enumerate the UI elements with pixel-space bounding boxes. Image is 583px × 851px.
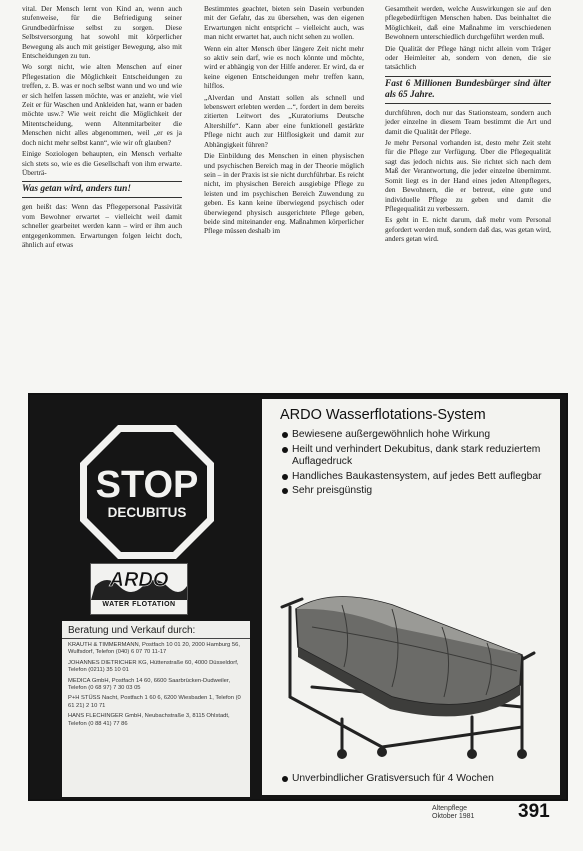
paragraph: durchführen, doch nur das Stationsteam, sondern auch jeder einzelne in diesem Team bestimmt die Art und damit die Qualität der Pflege. <box>385 107 551 136</box>
stop-word: STOP <box>95 464 199 506</box>
section-subheading: Was getan wird, anders tun! <box>22 181 182 198</box>
bullet-icon <box>282 474 288 480</box>
feature-text: Sehr preisgünstig <box>292 485 373 496</box>
logo-text: ARDO <box>109 569 169 591</box>
water-bed-illustration <box>272 547 552 762</box>
feature-item <box>262 429 560 442</box>
bullet-icon <box>282 488 288 494</box>
text-column-2 <box>204 4 364 238</box>
feature-text: Bewiesene außergewöhnlich hohe Wirkung <box>292 429 491 440</box>
paragraph: Je mehr Personal vorhanden ist, desto mehr Zeit steht für die Pflege zur Verfügung. Über die Pflegequalität sagt das jedoch nichts aus. Sie richtet sich nach dem Maß der Verantwortung, die jeder einzelne übernimmt. Somit liegt es in der Hand eines jeden Altenpflegers, den Bewohnern, die er betreut, eine gute und individuelle Pflege zu geben und damit die Pflegequalität zu verbessern. <box>385 138 551 213</box>
page-footer <box>432 803 562 833</box>
paragraph: „Alverdan und Anstatt sollen als schnell und lebenswert erlebten werden ...“, fordert in dem bereits zitierten Leitwort des „Kuratoriums Deutsche Altershilfe“. Kann aber eine funktionell gestärkte Pflege nicht auch zur Hilflosigkeit und damit zur Abhängigkeit führen? <box>204 92 364 149</box>
wave-logo-icon <box>91 564 187 600</box>
ad-left-panel <box>34 399 254 795</box>
text-column-3 <box>385 4 551 246</box>
paragraph: gen heißt das: Wenn das Pflegepersonal Passivität vom Bewohner erwartet – vielleicht weil damit schneller gearbeitet werden kann – wird er ihm auch entgegenkommen. Erwartungen folgen leicht doch, ähnlich auf etwas <box>22 202 182 249</box>
dealer-address: HANS FLECHINGER GmbH, Neubachstraße 3, 8115 Ohlstadt, Telefon (0 88 41) 77 86 <box>68 713 230 727</box>
feature-text: Handliches Baukastensystem, auf jedes Bett auflegbar <box>292 470 542 482</box>
bullet-icon <box>282 776 288 782</box>
dealer-address: MEDICA GmbH, Postfach 14 60, 6600 Saarbrücken-Dudweiler, Telefon (0 68 97) 7 30 03 05 <box>68 677 231 692</box>
paragraph: Gesamtheit werden, welche Auswirkungen sie auf den pflegebedürftigen Menschen haben. Das beinhaltet die Möglichkeit, daß eine Maßnahme im verschiedenen Bewohnern unterschiedlich durchgeführt werden muß. <box>385 4 551 42</box>
contact-box <box>62 621 250 797</box>
advertisement <box>28 393 568 801</box>
dealer-address: P+H STÜSS Nacht, Postfach 1 60 6, 6200 Wiesbaden 1, Telefon (0 61 21) 2 10 71 <box>68 695 241 709</box>
feature-item <box>262 444 560 469</box>
page-number: 391 <box>518 801 550 822</box>
feature-item <box>262 485 560 498</box>
paragraph: vital. Der Mensch lernt von Kind an, wenn auch stufenweise, für die Befriedigung seiner Grundbedürfnisse selbst zu sorgen. Diese Selbstversorgung hat sowohl mit körperlicher Bewegung als auch mit geistiger Bewegung, also mit Entscheidungen zu tun. <box>22 4 182 61</box>
paragraph: Es geht in E. nicht darum, daß mehr vom Personal gefordert werden muß, sondern daß das, was getan wird, anders getan wird. <box>385 215 551 244</box>
stop-subtitle: DECUBITUS <box>107 505 187 520</box>
bullet-icon <box>282 447 288 453</box>
dealer-address: KRAUTH & TIMMERMANN, Postfach 10 01 20, 2000 Hamburg 56, Wulfsdorf, Telefon (040) 6 07 70 11-17 <box>68 642 240 656</box>
ardo-logo <box>90 563 188 615</box>
paragraph: Die Qualität der Pflege hängt nicht allein vom Träger oder Heimleiter ab, sondern von denen, die sie tatsächlich <box>385 43 551 72</box>
text-column-1 <box>22 4 182 251</box>
contact-title: Beratung und Verkauf durch: <box>62 621 250 639</box>
feature-item <box>262 471 560 484</box>
magazine-issue: Oktober 1981 <box>432 813 475 820</box>
ad-right-panel <box>262 399 560 795</box>
stop-sign-icon <box>78 423 216 561</box>
paragraph: Wo sorgt nicht, wie alten Menschen auf einer Pflegestation die Möglichkeit Entscheidungen zu treffen, z. B. was er noch selbst wann und wo und wie er sich helfen lassen möchte, was er anzieht, wie viel Zeit er für Waschen und Ankleiden hat, wann er baden möchte usw.? Wie weit reicht die Möglichkeit der Mitentscheidung, wenn Altenmitarbeiter die Menschen nicht alles abgenommen, weil „er es ja doch nicht mehr selbst kann“, wie wir oft glauben? <box>22 62 182 147</box>
magazine-name: Altenpflege <box>432 805 468 812</box>
paragraph: Bestimmtes geachtet, bieten sein Dasein verbunden mit der Gefahr, das zu übersehen, was den eigenen Erwartungen nicht entspricht – vielleicht auch, was man nicht erwartet hat, auch nicht sehen zu wollen. <box>204 4 364 42</box>
dealer-address: JOHANNES DIETRICHER KG, Hüttenstraße 60, 4000 Düsseldorf, Telefon (0211) 35 10 01 <box>68 659 239 674</box>
paragraph: Die Einbildung des Menschen in einen physischen und psychischen Bereich mag in der Theorie möglich sein – in der Praxis ist sie nicht durchführbar. Es reicht nicht, im physischen Bereich ausgiebige Pflege zu leisten und im psychischen Bereich Zuwendung zu geben. Es kann keine überwiegend psychisch oder überwiegend physisch ausgerichtete Pflege geben, beide sind miteinander eng. Maßnahmen körperlicher Pflege müssen deshalb im <box>204 151 364 236</box>
logo-subtitle: WATER FLOTATION <box>102 601 176 608</box>
bullet-icon <box>282 432 288 438</box>
paragraph: Einige Soziologen behaupten, ein Mensch verhalte sich stets so, wie es die Gesellschaft von ihm erwarte. Überträ- <box>22 149 182 177</box>
trial-text: Unverbindlicher Gratisversuch für 4 Wochen <box>292 773 494 784</box>
ad-headline: ARDO Wasserflotations-System <box>280 407 486 423</box>
trial-offer <box>262 773 568 786</box>
magazine-info <box>432 805 512 821</box>
feature-text: Heilt und verhindert Dekubitus, dank stark reduziertem Auflagedruck <box>292 443 541 467</box>
paragraph: Wenn ein alter Mensch über längere Zeit nicht mehr so aktiv sein darf, wie es noch könnte und möchte, wird er abhängig von der Hilfe anderer. Er wird, da er keine eigenen Entscheidungen mehr treffen kann, hilflos. <box>204 43 364 91</box>
pull-quote: Fast 6 Millionen Bundesbürger sind älter als 65 Jahre. <box>385 76 551 104</box>
